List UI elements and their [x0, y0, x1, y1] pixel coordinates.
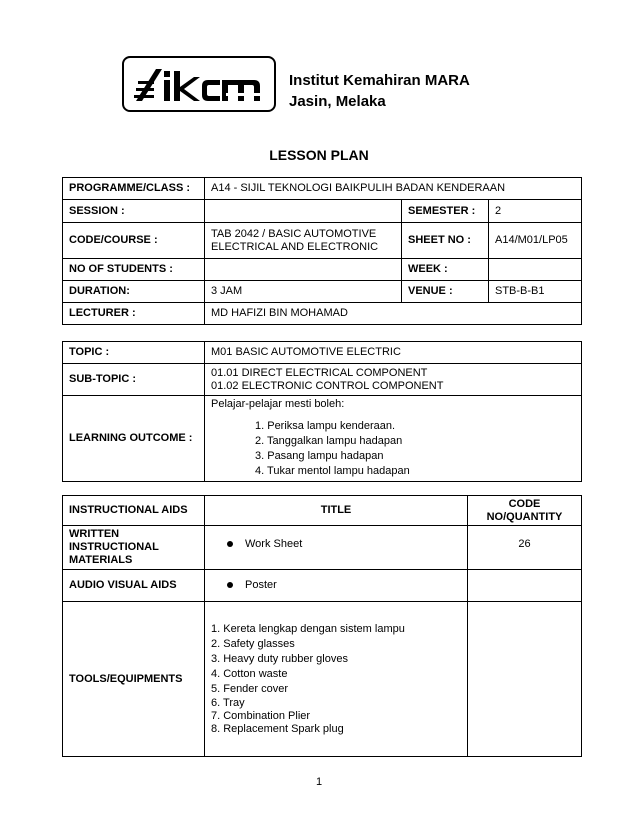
topic-table	[62, 341, 582, 482]
col-code-header: CODE NO/QUANTITY	[468, 496, 582, 526]
lecturer-value: MD HAFIZI BIN MOHAMAD	[205, 303, 582, 325]
venue-label	[402, 281, 489, 303]
subtopic-values	[205, 364, 582, 396]
table-row	[63, 396, 582, 482]
venue-label-text: VENUE :	[408, 285, 453, 297]
subtopic-item: 01.02 ELECTRONIC CONTROL COMPONENT	[211, 379, 444, 392]
outcome-item: 2. Tanggalkan lampu hadapan	[255, 435, 403, 447]
col-title-header: TITLE	[205, 496, 468, 526]
info-table	[62, 177, 582, 325]
subtopic-label: SUB-TOPIC :	[63, 364, 205, 396]
av-label: AUDIO VISUAL AIDS	[63, 570, 205, 602]
tools-list-cell	[205, 602, 468, 757]
subtopic-item: 01.01 DIRECT ELECTRICAL COMPONENT	[211, 366, 428, 379]
tool-item: 4. Cotton waste	[211, 668, 288, 680]
week-value	[489, 259, 582, 281]
lecturer-label: LECTURER :	[63, 303, 205, 325]
table-row	[63, 602, 582, 757]
written-label: WRITTEN INSTRUCTIONAL MATERIALS	[63, 526, 205, 570]
tool-item: 5. Fender cover	[211, 683, 289, 695]
sheet-value: A14/M01/LP05	[489, 223, 582, 259]
tools-list	[211, 622, 461, 736]
table-row	[63, 178, 582, 200]
topic-value: M01 BASIC AUTOMOTIVE ELECTRIC	[205, 342, 582, 364]
sheet-label: SHEET NO :	[402, 223, 489, 259]
semester-value: 2	[489, 200, 582, 223]
bullet-icon	[227, 541, 233, 547]
tool-item: 6. Tray	[211, 697, 245, 709]
table-row	[63, 303, 582, 325]
aids-table	[62, 495, 582, 757]
outcome-item: 4. Tukar mentol lampu hadapan	[255, 465, 410, 477]
code-value: TAB 2042 / BASIC AUTOMOTIVE ELECTRICAL AND ELECTRONIC	[205, 223, 402, 259]
outcome-item: 1. Periksa lampu kenderaan.	[255, 420, 396, 432]
bullet-icon	[227, 582, 233, 588]
table-row	[63, 496, 582, 526]
outcome-intro: Pelajar-pelajar mesti boleh:	[211, 398, 345, 410]
page-number: 1	[315, 776, 323, 788]
table-row	[63, 200, 582, 223]
table-row	[63, 259, 582, 281]
table-row	[63, 570, 582, 602]
students-label: NO OF STUDENTS :	[63, 259, 205, 281]
tools-label: TOOLS/EQUIPMENTS	[63, 602, 205, 757]
code-label: CODE/COURSE :	[63, 223, 205, 259]
institute-line-2: Jasin, Melaka	[289, 93, 386, 110]
written-title: Work Sheet	[245, 538, 303, 550]
topic-label: TOPIC :	[63, 342, 205, 364]
tools-code	[468, 602, 582, 757]
programme-value: A14 - SIJIL TEKNOLOGI BAIKPULIH BADAN KENDERAAN	[205, 178, 582, 200]
table-row	[63, 281, 582, 303]
av-code	[468, 570, 582, 602]
table-row	[63, 223, 582, 259]
tool-item: 7. Combination Plier	[211, 710, 311, 722]
table-row	[63, 526, 582, 570]
semester-label: SEMESTER :	[402, 200, 489, 223]
document-title: LESSON PLAN	[269, 147, 369, 163]
institute-name	[289, 70, 470, 112]
duration-value: 3 JAM	[205, 281, 402, 303]
tool-item: 8. Replacement Spark plug	[211, 723, 344, 735]
institute-line-1: Institut Kemahiran MARA	[289, 72, 470, 89]
ikm-logo-mark	[134, 67, 266, 103]
outcome-list	[211, 419, 575, 479]
session-value	[205, 200, 402, 223]
outcome-values	[205, 396, 582, 482]
outcome-label: LEARNING OUTCOME :	[63, 396, 205, 482]
ikm-logo	[122, 56, 276, 112]
duration-label: DURATION:	[63, 281, 205, 303]
tool-item: 2. Safety glasses	[211, 638, 295, 650]
av-title-cell	[205, 570, 468, 602]
written-code: 26	[468, 526, 582, 570]
week-label: WEEK :	[402, 259, 489, 281]
programme-label: PROGRAMME/CLASS :	[63, 178, 205, 200]
tool-item: 1. Kereta lengkap dengan sistem lampu	[211, 623, 405, 635]
table-row	[63, 364, 582, 396]
av-title: Poster	[245, 579, 277, 591]
venue-value: STB-B-B1	[489, 281, 582, 303]
written-title-cell	[205, 526, 468, 570]
table-row	[63, 342, 582, 364]
students-value	[205, 259, 402, 281]
session-label: SESSION :	[63, 200, 205, 223]
col-aids-header: INSTRUCTIONAL AIDS	[63, 496, 205, 526]
outcome-item: 3. Pasang lampu hadapan	[255, 450, 384, 462]
tool-item: 3. Heavy duty rubber gloves	[211, 653, 348, 665]
